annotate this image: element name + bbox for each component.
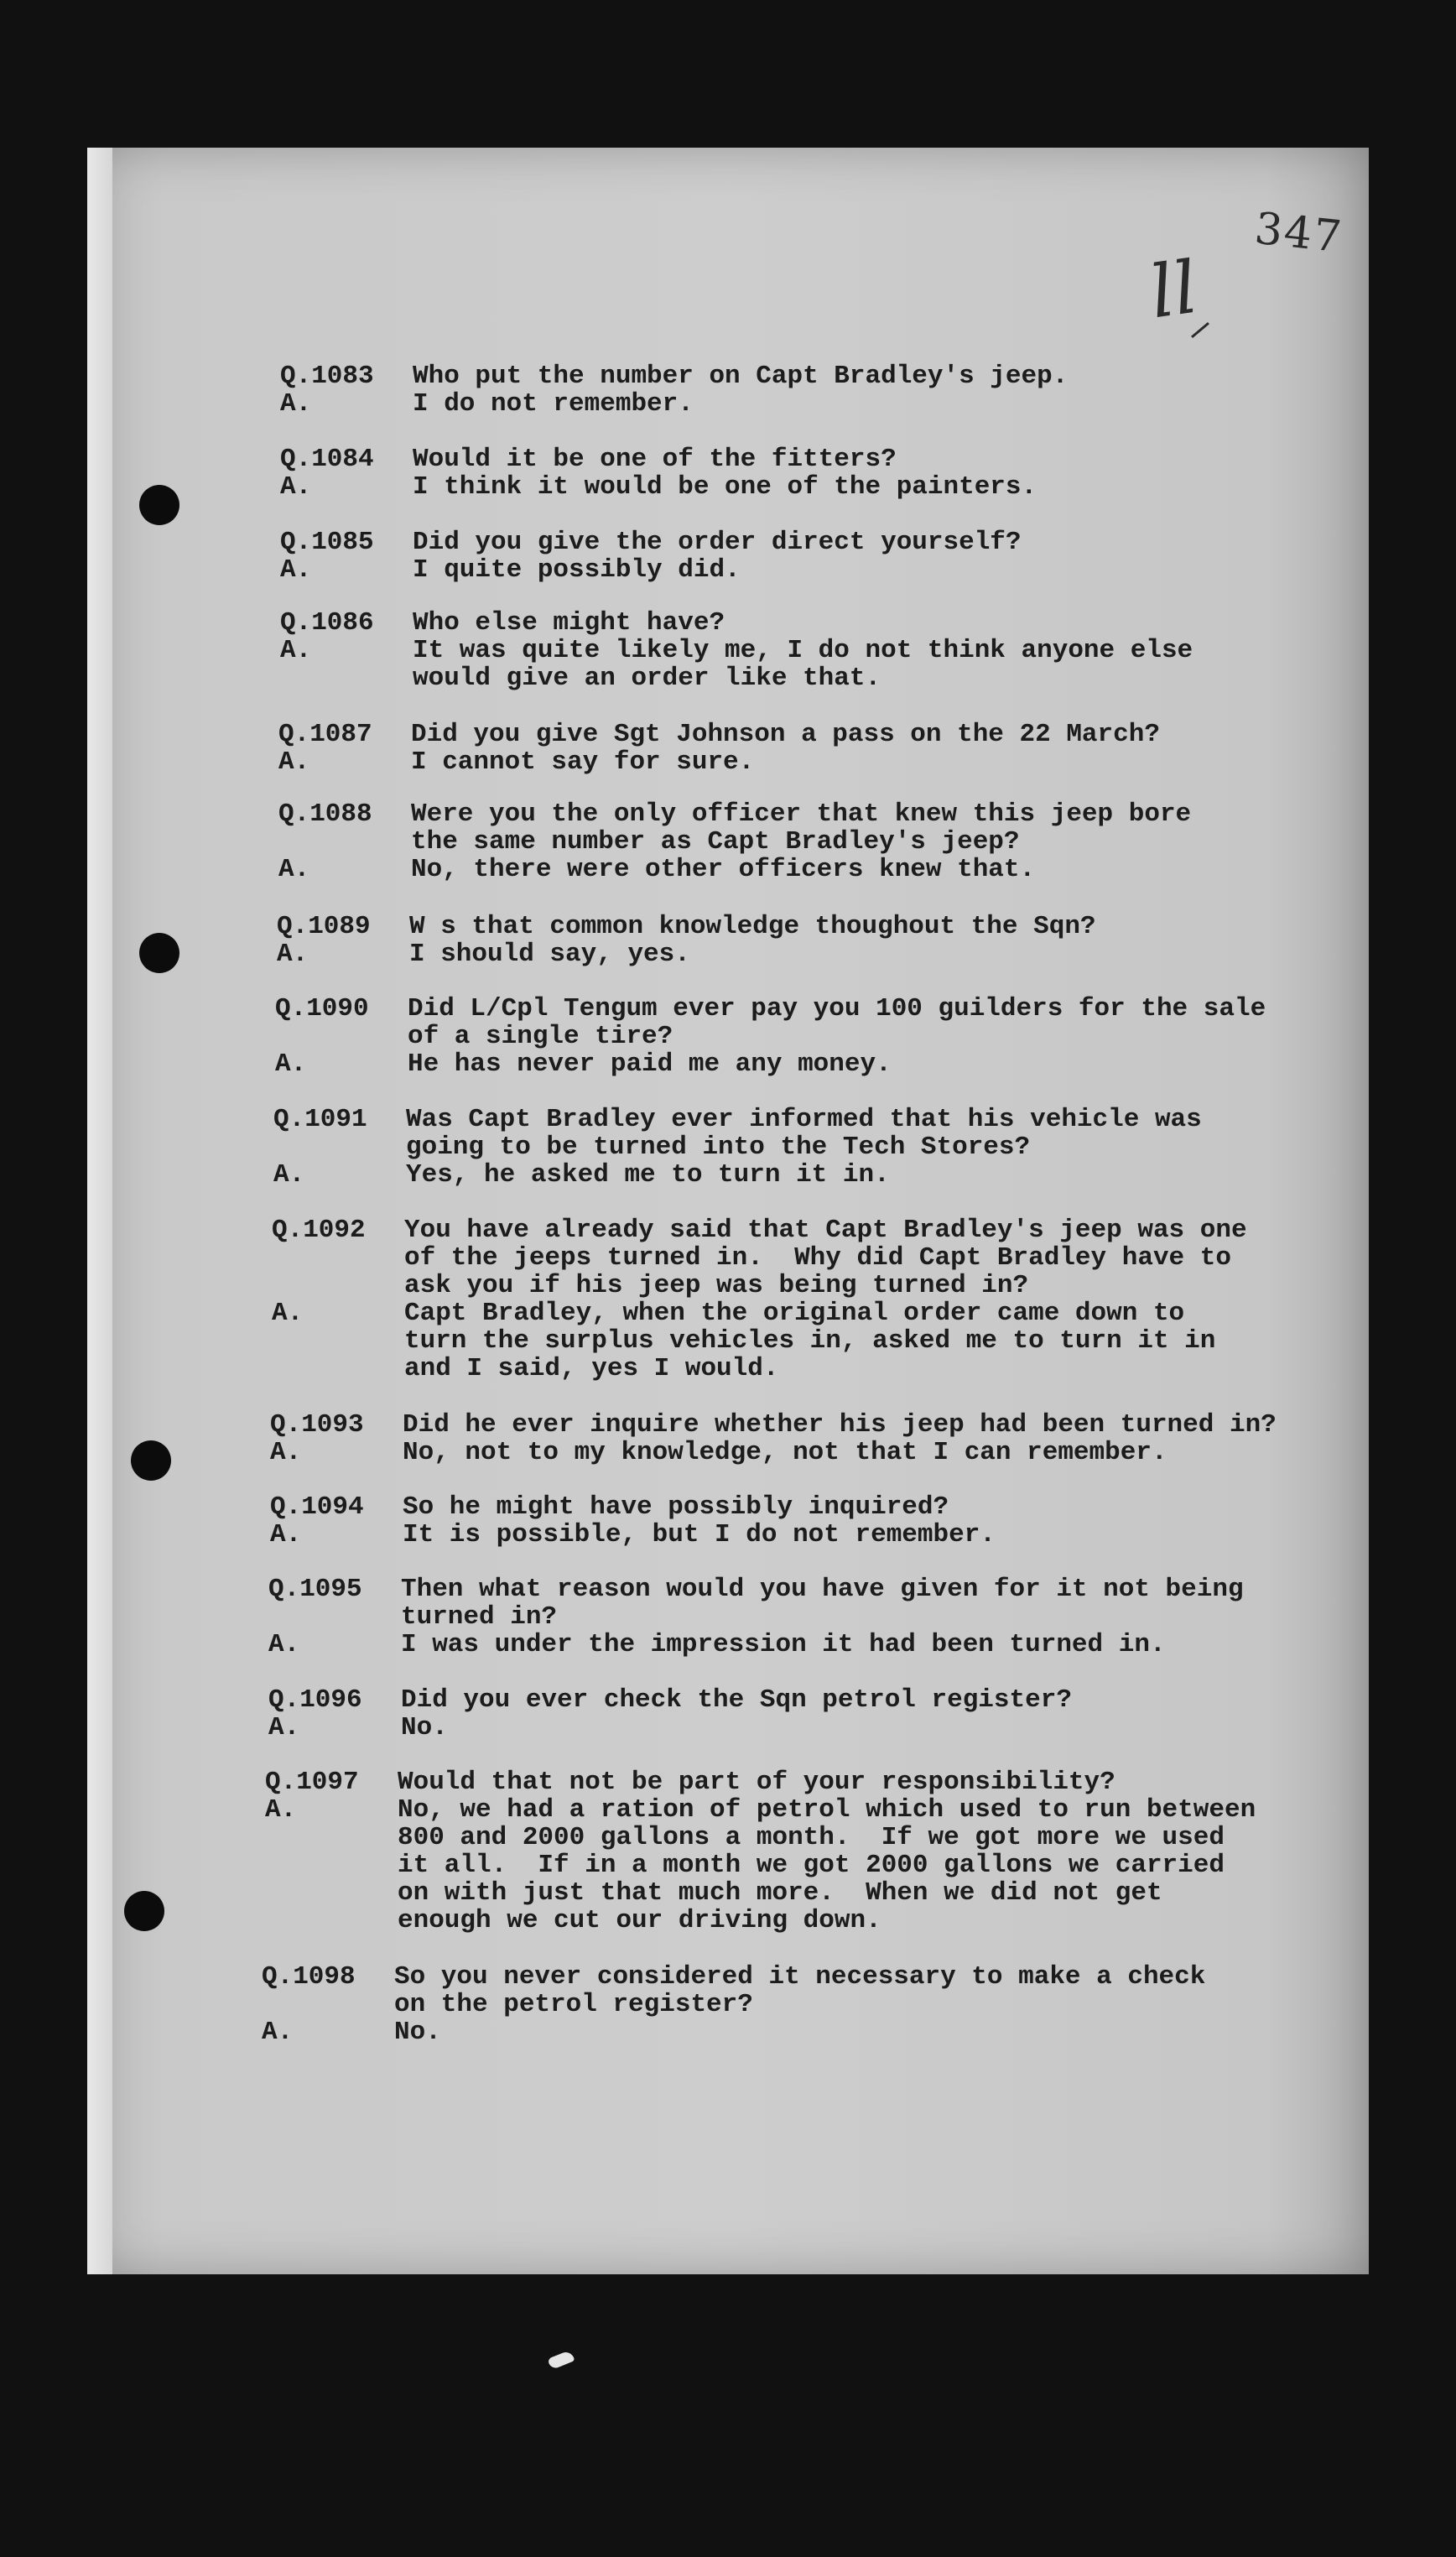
question-text — [398, 1768, 1313, 1796]
question-line: Who put the number on Capt Bradley's jeep. — [413, 362, 1069, 391]
answer-text — [398, 1796, 1313, 1935]
answer-text — [413, 473, 1329, 501]
punch-hole — [139, 485, 179, 525]
question-text — [401, 1575, 1317, 1631]
answer-line: I do not remember. — [413, 389, 694, 419]
exchange — [265, 1768, 1313, 1935]
answer-text — [403, 1439, 1318, 1466]
answer-text — [408, 1050, 1323, 1078]
answer-text — [401, 1714, 1317, 1742]
answer-text — [403, 1521, 1318, 1549]
question-line: W s that common knowledge thoughout the Sqn? — [409, 912, 1096, 941]
punch-hole — [124, 1891, 164, 1931]
answer-label: A. — [265, 1795, 297, 1825]
answer-label: A. — [270, 1520, 302, 1549]
answer-line: it all. If in a month we got 2000 gallons we carried — [398, 1851, 1225, 1880]
question-line: So you never considered it necessary to make a check — [394, 1962, 1206, 1992]
question-line: Then what reason would you have given for it not being — [401, 1575, 1244, 1604]
answer-text — [404, 1299, 1320, 1383]
question-text — [413, 362, 1329, 390]
question-line: So he might have possibly inquired? — [403, 1492, 949, 1522]
answer-line: would give an order like that. — [413, 664, 881, 693]
question-label: Q.1087 — [278, 720, 372, 749]
answer-line: It was quite likely me, I do not think anyone else — [413, 636, 1193, 665]
question-text — [406, 1106, 1322, 1161]
question-label: Q.1098 — [262, 1962, 356, 1992]
answer-label: A. — [268, 1630, 300, 1659]
answer-text — [394, 2018, 1310, 2046]
question-text — [401, 1686, 1317, 1714]
question-label: Q.1093 — [270, 1410, 364, 1440]
answer-line: No, we had a ration of petrol which used to run between — [398, 1795, 1256, 1825]
question-label: Q.1083 — [280, 362, 374, 391]
answer-line: No. — [401, 1713, 448, 1742]
question-text — [404, 1216, 1320, 1299]
question-line: Did you give the order direct yourself? — [413, 528, 1022, 557]
answer-line: turn the surplus vehicles in, asked me to turn it in — [404, 1326, 1216, 1356]
page-edge — [87, 148, 112, 2274]
answer-line: No, there were other officers knew that. — [411, 855, 1036, 884]
answer-line: Yes, he asked me to turn it in. — [406, 1160, 890, 1190]
question-text — [403, 1411, 1318, 1439]
answer-text — [411, 748, 1327, 776]
question-line: Would that not be part of your responsibility? — [398, 1768, 1115, 1797]
answer-label: A. — [262, 2018, 294, 2047]
question-label: Q.1086 — [280, 608, 374, 638]
question-label: Q.1095 — [268, 1575, 362, 1604]
answer-line: 800 and 2000 gallons a month. If we got more we used — [398, 1823, 1225, 1852]
answer-text — [409, 940, 1325, 968]
question-text — [413, 609, 1329, 637]
exchange — [278, 721, 1327, 776]
exchange — [278, 800, 1327, 883]
question-line: You have already said that Capt Bradley's jeep was one — [404, 1216, 1247, 1245]
answer-line: on with just that much more. When we did not get — [398, 1878, 1162, 1908]
answer-line: I cannot say for sure. — [411, 747, 755, 777]
question-line: Did he ever inquire whether his jeep had been turned in? — [403, 1410, 1277, 1440]
question-line: Would it be one of the fitters? — [413, 445, 897, 474]
question-line: Were you the only officer that knew this jeep bore — [411, 799, 1192, 829]
question-label: Q.1091 — [273, 1105, 367, 1134]
question-text — [411, 800, 1327, 856]
punch-hole — [139, 933, 179, 973]
question-line: of a single tire? — [408, 1022, 673, 1051]
answer-text — [413, 637, 1329, 692]
answer-label: A. — [272, 1299, 304, 1328]
answer-label: A. — [278, 855, 310, 884]
question-line: going to be turned into the Tech Stores? — [406, 1133, 1031, 1162]
exchange — [277, 913, 1325, 968]
question-label: Q.1094 — [270, 1492, 364, 1522]
exchange — [268, 1575, 1317, 1659]
question-label: Q.1097 — [265, 1768, 359, 1797]
exchange — [268, 1686, 1317, 1742]
answer-text — [413, 556, 1329, 584]
question-label: Q.1090 — [275, 994, 369, 1023]
exchange — [280, 445, 1329, 501]
answer-label: A. — [268, 1713, 300, 1742]
film-speck — [547, 2350, 575, 2370]
exchange — [270, 1493, 1318, 1549]
answer-label: A. — [273, 1160, 305, 1190]
answer-line: enough we cut our driving down. — [398, 1906, 881, 1935]
answer-label: A. — [280, 555, 312, 585]
question-line: Did you ever check the Sqn petrol register? — [401, 1685, 1072, 1715]
question-line: the same number as Capt Bradley's jeep? — [411, 827, 1020, 857]
question-label: Q.1096 — [268, 1685, 362, 1715]
answer-line: It is possible, but I do not remember. — [403, 1520, 996, 1549]
question-text — [411, 721, 1327, 748]
answer-label: A. — [280, 636, 312, 665]
question-label: Q.1084 — [280, 445, 374, 474]
answer-label: A. — [275, 1049, 307, 1079]
question-line: Who else might have? — [413, 608, 725, 638]
question-text — [413, 445, 1329, 473]
exchange — [275, 995, 1323, 1078]
answer-line: I should say, yes. — [409, 940, 690, 969]
question-line: ask you if his jeep was being turned in? — [404, 1271, 1029, 1300]
answer-label: A. — [278, 747, 310, 777]
question-line: Did you give Sgt Johnson a pass on the 22 March? — [411, 720, 1160, 749]
answer-line: I quite possibly did. — [413, 555, 741, 585]
question-text — [403, 1493, 1318, 1521]
answer-text — [411, 856, 1327, 883]
question-label: Q.1085 — [280, 528, 374, 557]
exchange — [280, 529, 1329, 584]
answer-line: I think it would be one of the painters. — [413, 472, 1037, 502]
question-line: Was Capt Bradley ever informed that his vehicle was — [406, 1105, 1202, 1134]
answer-line: No, not to my knowledge, not that I can remember. — [403, 1438, 1167, 1467]
answer-line: He has never paid me any money. — [408, 1049, 892, 1079]
question-line: turned in? — [401, 1602, 558, 1632]
answer-line: No. — [394, 2018, 441, 2047]
question-label: Q.1089 — [277, 912, 371, 941]
question-text — [394, 1963, 1310, 2018]
question-line: on the petrol register? — [394, 1990, 753, 2019]
answer-text — [401, 1631, 1317, 1659]
answer-label: A. — [277, 940, 309, 969]
exchange — [280, 609, 1329, 692]
answer-label: A. — [280, 472, 312, 502]
page-number: 347 — [1252, 203, 1346, 263]
question-label: Q.1092 — [272, 1216, 366, 1245]
exchange — [270, 1411, 1320, 1466]
question-line: Did L/Cpl Tengum ever pay you 100 guilders for the sale — [408, 994, 1266, 1023]
answer-line: Capt Bradley, when the original order came down to — [404, 1299, 1185, 1328]
question-text — [409, 913, 1325, 940]
question-text — [413, 529, 1329, 556]
exchange — [273, 1106, 1322, 1189]
punch-hole — [131, 1440, 171, 1481]
answer-label: A. — [270, 1438, 302, 1467]
exchange — [280, 362, 1329, 418]
answer-label: A. — [280, 389, 312, 419]
question-text — [408, 995, 1323, 1050]
question-label: Q.1088 — [278, 799, 372, 829]
answer-line: I was under the impression it had been turned in. — [401, 1630, 1166, 1659]
exchange — [262, 1963, 1310, 2046]
answer-line: and I said, yes I would. — [404, 1354, 779, 1383]
answer-text — [406, 1161, 1322, 1189]
answer-text — [413, 390, 1329, 418]
question-line: of the jeeps turned in. Why did Capt Bradley have to — [404, 1243, 1231, 1273]
handwritten-initials: ll — [1145, 245, 1203, 336]
exchange — [272, 1216, 1320, 1383]
